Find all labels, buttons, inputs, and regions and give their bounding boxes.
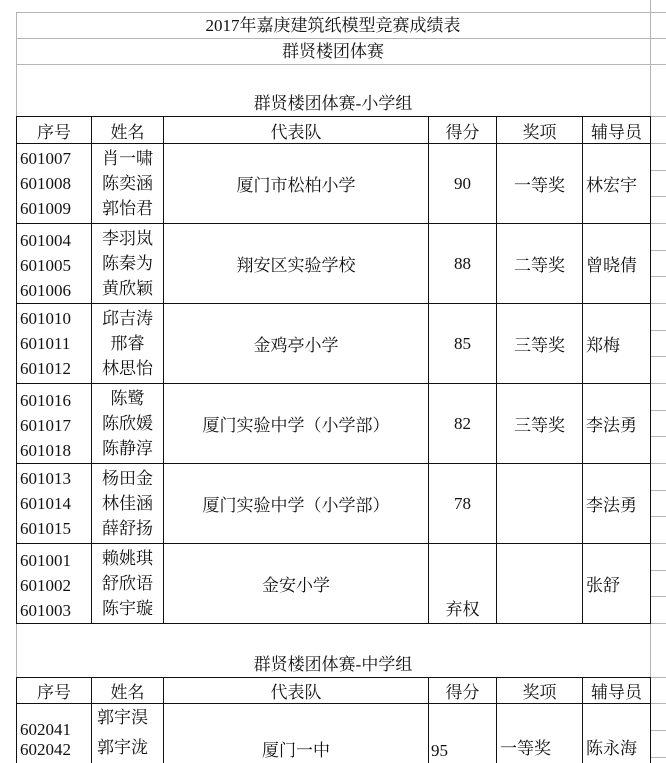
participant-name: 邱吉涛 xyxy=(102,309,153,328)
participant-id: 601016 xyxy=(20,391,71,410)
participant-name: 邢睿 xyxy=(110,334,145,353)
team-cell: 厦门市松柏小学 xyxy=(236,176,356,195)
coach-cell: 郑梅 xyxy=(586,336,620,355)
coach-cell: 李法勇 xyxy=(586,496,637,515)
table-row-ids xyxy=(17,464,91,543)
gridline xyxy=(651,516,666,517)
participant-name: 赖姚琪 xyxy=(102,549,153,568)
gridline xyxy=(651,703,666,704)
award-cell: 二等奖 xyxy=(514,256,565,275)
table-border xyxy=(650,116,651,624)
gridline xyxy=(651,303,666,304)
team-cell: 金鸡亭小学 xyxy=(253,336,339,355)
award-cell: 一等奖 xyxy=(500,739,551,758)
column-header-team: 代表队 xyxy=(270,122,322,142)
participant-id: 601005 xyxy=(20,256,71,275)
gridline xyxy=(651,196,666,197)
participant-name: 陈宇璇 xyxy=(102,599,153,618)
gridline xyxy=(651,543,666,544)
participant-name: 李羽岚 xyxy=(102,229,153,248)
coach-cell: 曾晓倩 xyxy=(586,256,637,275)
award-cell: 三等奖 xyxy=(514,416,565,435)
gridline xyxy=(651,436,666,437)
sheet-subtitle: 群贤楼团体赛 xyxy=(282,42,384,61)
award-cell: 三等奖 xyxy=(514,336,565,355)
gridline xyxy=(651,330,666,331)
participant-name: 陈奕涵 xyxy=(102,174,153,193)
column-header-team: 代表队 xyxy=(270,683,322,702)
participant-id: 601002 xyxy=(20,576,71,595)
score-cell: 弃权 xyxy=(445,600,480,619)
participant-name: 陈秦为 xyxy=(102,254,153,273)
gridline xyxy=(651,490,666,491)
participant-id: 601008 xyxy=(20,174,71,193)
score-cell: 88 xyxy=(454,253,471,273)
gridline xyxy=(651,143,666,144)
column-header-coach: 辅导员 xyxy=(591,683,642,702)
participant-id: 601009 xyxy=(20,199,71,218)
table-row-names xyxy=(92,144,163,223)
team-cell: 翔安区实验学校 xyxy=(236,256,356,275)
column-header-name: 姓名 xyxy=(110,122,145,142)
table-row-names xyxy=(92,304,163,383)
team-cell: 厦门实验中学（小学部） xyxy=(202,416,390,435)
coach-cell: 张舒 xyxy=(586,576,620,595)
participant-id: 601010 xyxy=(20,309,71,328)
table-row-names xyxy=(92,544,163,623)
column-header-coach: 辅导员 xyxy=(591,122,642,142)
team-cell: 厦门实验中学（小学部） xyxy=(202,496,390,515)
participant-id: 601004 xyxy=(20,231,71,250)
participant-name: 杨田金 xyxy=(102,469,153,488)
award-cell: 一等奖 xyxy=(514,176,565,195)
participant-id: 601014 xyxy=(20,494,71,513)
coach-cell: 陈永海 xyxy=(586,739,637,758)
table-row-ids xyxy=(17,304,91,383)
score-cell: 85 xyxy=(454,333,471,353)
participant-name: 陈鹭 xyxy=(110,389,145,408)
participant-name: 郭宇淏 xyxy=(97,708,148,727)
participant-name: 林思怡 xyxy=(102,359,153,378)
participant-name: 黄欣颖 xyxy=(102,279,153,298)
gridline xyxy=(651,677,666,678)
participant-id: 601006 xyxy=(20,281,71,300)
participant-id: 601003 xyxy=(20,601,71,620)
participant-name: 郭宇泷 xyxy=(97,738,148,757)
participant-id: 602041 xyxy=(20,720,71,739)
gridline xyxy=(651,383,666,384)
table-row-names xyxy=(92,464,163,543)
column-header-name: 姓名 xyxy=(110,683,145,702)
participant-name: 陈静淳 xyxy=(102,439,153,458)
score-cell: 90 xyxy=(454,173,471,193)
team-cell: 厦门一中 xyxy=(262,741,330,760)
gridline xyxy=(651,623,666,624)
table-row-names xyxy=(92,224,163,303)
group-heading-primary: 群贤楼团体赛-小学组 xyxy=(253,94,413,113)
sheet-title: 2017年嘉庚建筑纸模型竞赛成绩表 xyxy=(205,16,461,35)
participant-id: 602042 xyxy=(20,740,71,759)
column-header-score: 得分 xyxy=(445,122,480,142)
participant-name: 郭怡君 xyxy=(102,199,153,218)
column-header-award: 奖项 xyxy=(522,122,557,142)
gridline xyxy=(651,223,666,224)
gridline xyxy=(651,276,666,277)
participant-id: 601012 xyxy=(20,359,71,378)
gridline xyxy=(651,730,666,731)
gridline xyxy=(651,570,666,571)
gridline xyxy=(651,463,666,464)
score-cell: 78 xyxy=(454,493,471,513)
gridline xyxy=(651,250,666,251)
table-row-ids xyxy=(17,224,91,303)
table-border xyxy=(16,623,651,624)
participant-name: 肖一啸 xyxy=(102,149,153,168)
gridline xyxy=(651,170,666,171)
participant-name: 陈欣媛 xyxy=(102,414,153,433)
table-border xyxy=(16,703,651,704)
award-cell xyxy=(497,464,582,543)
participant-id: 601001 xyxy=(20,551,71,570)
group-heading-secondary: 群贤楼团体赛-中学组 xyxy=(253,655,413,674)
gridline xyxy=(651,116,666,117)
table-row-ids xyxy=(17,384,91,463)
table-row-ids xyxy=(17,544,91,623)
participant-id: 601013 xyxy=(20,469,71,488)
score-cell: 82 xyxy=(454,413,471,433)
participant-id: 601017 xyxy=(20,416,71,435)
column-header-id: 序号 xyxy=(37,122,71,142)
team-cell: 金安小学 xyxy=(262,576,330,595)
gridline xyxy=(651,596,666,597)
participant-name: 舒欣语 xyxy=(102,574,153,593)
coach-cell: 林宏宇 xyxy=(586,176,637,195)
participant-name: 薛舒扬 xyxy=(102,519,153,538)
participant-id: 601015 xyxy=(20,519,71,538)
gridline xyxy=(651,757,666,758)
column-header-award: 奖项 xyxy=(522,683,557,702)
participant-id: 601011 xyxy=(20,334,71,353)
gridline xyxy=(16,64,666,65)
gridline xyxy=(651,410,666,411)
award-cell xyxy=(497,544,582,623)
column-header-score: 得分 xyxy=(445,683,480,702)
coach-cell: 李法勇 xyxy=(586,416,637,435)
participant-id: 601018 xyxy=(20,441,71,460)
table-row-ids xyxy=(17,144,91,223)
table-border xyxy=(650,677,651,763)
table-row-names xyxy=(92,384,163,463)
column-header-id: 序号 xyxy=(37,683,71,702)
participant-name: 林佳涵 xyxy=(102,494,153,513)
gridline xyxy=(16,12,666,13)
participant-id: 601007 xyxy=(20,149,71,168)
score-cell: 95 xyxy=(431,741,448,760)
gridline xyxy=(651,356,666,357)
gridline xyxy=(16,38,666,39)
